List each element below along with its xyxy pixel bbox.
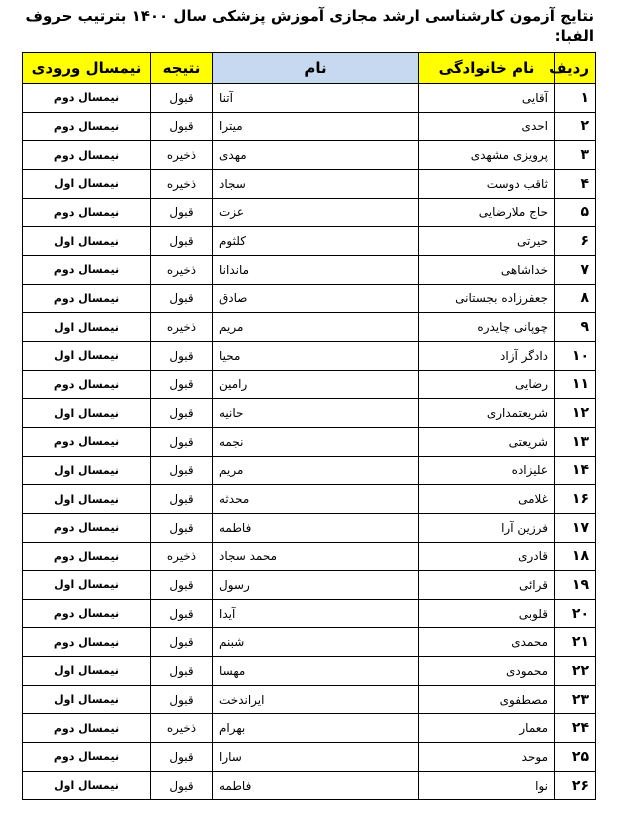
table-row (23, 714, 596, 743)
table-row (23, 112, 596, 141)
table-row (23, 485, 596, 514)
row-number: ۱۰ (555, 341, 596, 370)
family-name-cell: پرویزی مشهدی (419, 141, 555, 170)
table-row (23, 313, 596, 342)
result-cell: قبول (151, 571, 213, 600)
first-name-cell: آتنا (213, 84, 419, 113)
table-row (23, 169, 596, 198)
family-name-cell: غلامی (419, 485, 555, 514)
family-name-cell: احدی (419, 112, 555, 141)
entry-term-cell: نیمسال اول (23, 227, 151, 256)
table-row (23, 198, 596, 227)
family-name-cell: معمار (419, 714, 555, 743)
family-name-cell: قلوبی (419, 599, 555, 628)
row-number: ۲۰ (555, 599, 596, 628)
page-title: نتایج آزمون کارشناسی ارشد مجازی آموزش پزشکی سال ۱۴۰۰ بترتیب حروف الفبا: (25, 7, 594, 45)
table-row (23, 513, 596, 542)
first-name-cell: عزت (213, 198, 419, 227)
result-cell: قبول (151, 657, 213, 686)
first-name-cell: رامین (213, 370, 419, 399)
row-number: ۲۶ (555, 771, 596, 800)
entry-term-cell: نیمسال دوم (23, 198, 151, 227)
result-cell: قبول (151, 399, 213, 428)
entry-term-cell: نیمسال دوم (23, 255, 151, 284)
entry-term-cell: نیمسال اول (23, 399, 151, 428)
table-body (23, 84, 596, 800)
family-name-cell: رضایی (419, 370, 555, 399)
first-name-cell: آیدا (213, 599, 419, 628)
family-name-cell: فرزین آرا (419, 513, 555, 542)
result-cell: قبول (151, 743, 213, 772)
family-name-cell: شریعتی (419, 427, 555, 456)
result-cell: ذخیره (151, 542, 213, 571)
entry-term-cell: نیمسال اول (23, 169, 151, 198)
table-row (23, 657, 596, 686)
first-name-cell: میترا (213, 112, 419, 141)
first-name-cell: شبنم (213, 628, 419, 657)
entry-term-cell: نیمسال دوم (23, 370, 151, 399)
header-family-name: نام خانوادگی (419, 53, 555, 84)
first-name-cell: حانیه (213, 399, 419, 428)
row-number: ۵ (555, 198, 596, 227)
family-name-cell: دادگر آزاد (419, 341, 555, 370)
result-cell: قبول (151, 628, 213, 657)
header-result: نتیجه (151, 53, 213, 84)
first-name-cell: مریم (213, 456, 419, 485)
result-cell: قبول (151, 198, 213, 227)
first-name-cell: رسول (213, 571, 419, 600)
result-cell: قبول (151, 485, 213, 514)
table-row (23, 341, 596, 370)
first-name-cell: سارا (213, 743, 419, 772)
row-number: ۲۲ (555, 657, 596, 686)
entry-term-cell: نیمسال اول (23, 657, 151, 686)
entry-term-cell: نیمسال دوم (23, 112, 151, 141)
result-cell: قبول (151, 771, 213, 800)
family-name-cell: شریعتمداری (419, 399, 555, 428)
entry-term-cell: نیمسال دوم (23, 141, 151, 170)
family-name-cell: موحد (419, 743, 555, 772)
family-name-cell: نوا (419, 771, 555, 800)
row-number: ۹ (555, 313, 596, 342)
result-cell: قبول (151, 341, 213, 370)
table-row (23, 599, 596, 628)
family-name-cell: محمودی (419, 657, 555, 686)
first-name-cell: محدثه (213, 485, 419, 514)
result-cell: قبول (151, 513, 213, 542)
family-name-cell: آقایی (419, 84, 555, 113)
table-row (23, 771, 596, 800)
entry-term-cell: نیمسال دوم (23, 599, 151, 628)
entry-term-cell: نیمسال اول (23, 771, 151, 800)
result-cell: قبول (151, 84, 213, 113)
entry-term-cell: نیمسال دوم (23, 284, 151, 313)
row-number: ۶ (555, 227, 596, 256)
first-name-cell: مهدی (213, 141, 419, 170)
entry-term-cell: نیمسال دوم (23, 743, 151, 772)
table-row (23, 571, 596, 600)
result-cell: ذخیره (151, 169, 213, 198)
table-row (23, 227, 596, 256)
table-header-row (23, 53, 596, 84)
entry-term-cell: نیمسال اول (23, 571, 151, 600)
result-cell: قبول (151, 599, 213, 628)
family-name-cell: حیرتی (419, 227, 555, 256)
row-number: ۱ (555, 84, 596, 113)
first-name-cell: صادق (213, 284, 419, 313)
row-number: ۱۶ (555, 485, 596, 514)
result-cell: قبول (151, 456, 213, 485)
row-number: ۷ (555, 255, 596, 284)
first-name-cell: محیا (213, 341, 419, 370)
results-table (22, 52, 596, 800)
row-number: ۱۹ (555, 571, 596, 600)
first-name-cell: مهسا (213, 657, 419, 686)
table-row (23, 628, 596, 657)
family-name-cell: علیزاده (419, 456, 555, 485)
row-number: ۲۵ (555, 743, 596, 772)
row-number: ۱۷ (555, 513, 596, 542)
row-number: ۲ (555, 112, 596, 141)
first-name-cell: مریم (213, 313, 419, 342)
row-number: ۱۱ (555, 370, 596, 399)
row-number: ۱۳ (555, 427, 596, 456)
family-name-cell: چوپانی چایدره (419, 313, 555, 342)
first-name-cell: محمد سجاد (213, 542, 419, 571)
table-row (23, 456, 596, 485)
row-number: ۱۴ (555, 456, 596, 485)
table-row (23, 84, 596, 113)
family-name-cell: حاج ملارضایی (419, 198, 555, 227)
entry-term-cell: نیمسال اول (23, 456, 151, 485)
first-name-cell: نجمه (213, 427, 419, 456)
first-name-cell: سجاد (213, 169, 419, 198)
row-number: ۴ (555, 169, 596, 198)
first-name-cell: ماندانا (213, 255, 419, 284)
entry-term-cell: نیمسال اول (23, 313, 151, 342)
result-cell: قبول (151, 227, 213, 256)
table-row (23, 141, 596, 170)
table-row (23, 542, 596, 571)
first-name-cell: بهرام (213, 714, 419, 743)
row-number: ۲۱ (555, 628, 596, 657)
header-first-name: نام (213, 53, 419, 84)
first-name-cell: کلثوم (213, 227, 419, 256)
row-number: ۲۳ (555, 685, 596, 714)
table-row (23, 427, 596, 456)
table-row (23, 284, 596, 313)
row-number: ۸ (555, 284, 596, 313)
entry-term-cell: نیمسال دوم (23, 542, 151, 571)
family-name-cell: خداشاهی (419, 255, 555, 284)
family-name-cell: محمدی (419, 628, 555, 657)
table-row (23, 685, 596, 714)
entry-term-cell: نیمسال اول (23, 685, 151, 714)
row-number: ۱۸ (555, 542, 596, 571)
first-name-cell: فاطمه (213, 513, 419, 542)
family-name-cell: قرائی (419, 571, 555, 600)
result-cell: قبول (151, 370, 213, 399)
result-cell: قبول (151, 284, 213, 313)
first-name-cell: ایراندخت (213, 685, 419, 714)
first-name-cell: فاطمه (213, 771, 419, 800)
entry-term-cell: نیمسال اول (23, 341, 151, 370)
entry-term-cell: نیمسال دوم (23, 84, 151, 113)
family-name-cell: جعفرزاده بجستانی (419, 284, 555, 313)
family-name-cell: مصطفوی (419, 685, 555, 714)
entry-term-cell: نیمسال دوم (23, 427, 151, 456)
result-cell: ذخیره (151, 141, 213, 170)
entry-term-cell: نیمسال دوم (23, 513, 151, 542)
result-cell: قبول (151, 427, 213, 456)
result-cell: ذخیره (151, 313, 213, 342)
table-row (23, 399, 596, 428)
header-radif: ردیف (555, 53, 596, 84)
table-row (23, 370, 596, 399)
result-cell: ذخیره (151, 714, 213, 743)
table-row (23, 255, 596, 284)
row-number: ۱۲ (555, 399, 596, 428)
row-number: ۲۴ (555, 714, 596, 743)
table-row (23, 743, 596, 772)
result-cell: قبول (151, 112, 213, 141)
result-cell: قبول (151, 685, 213, 714)
family-name-cell: قادری (419, 542, 555, 571)
entry-term-cell: نیمسال دوم (23, 628, 151, 657)
header-entry-term: نیمسال ورودی (23, 53, 151, 84)
result-cell: ذخیره (151, 255, 213, 284)
row-number: ۳ (555, 141, 596, 170)
entry-term-cell: نیمسال اول (23, 485, 151, 514)
family-name-cell: ثاقب دوست (419, 169, 555, 198)
entry-term-cell: نیمسال دوم (23, 714, 151, 743)
